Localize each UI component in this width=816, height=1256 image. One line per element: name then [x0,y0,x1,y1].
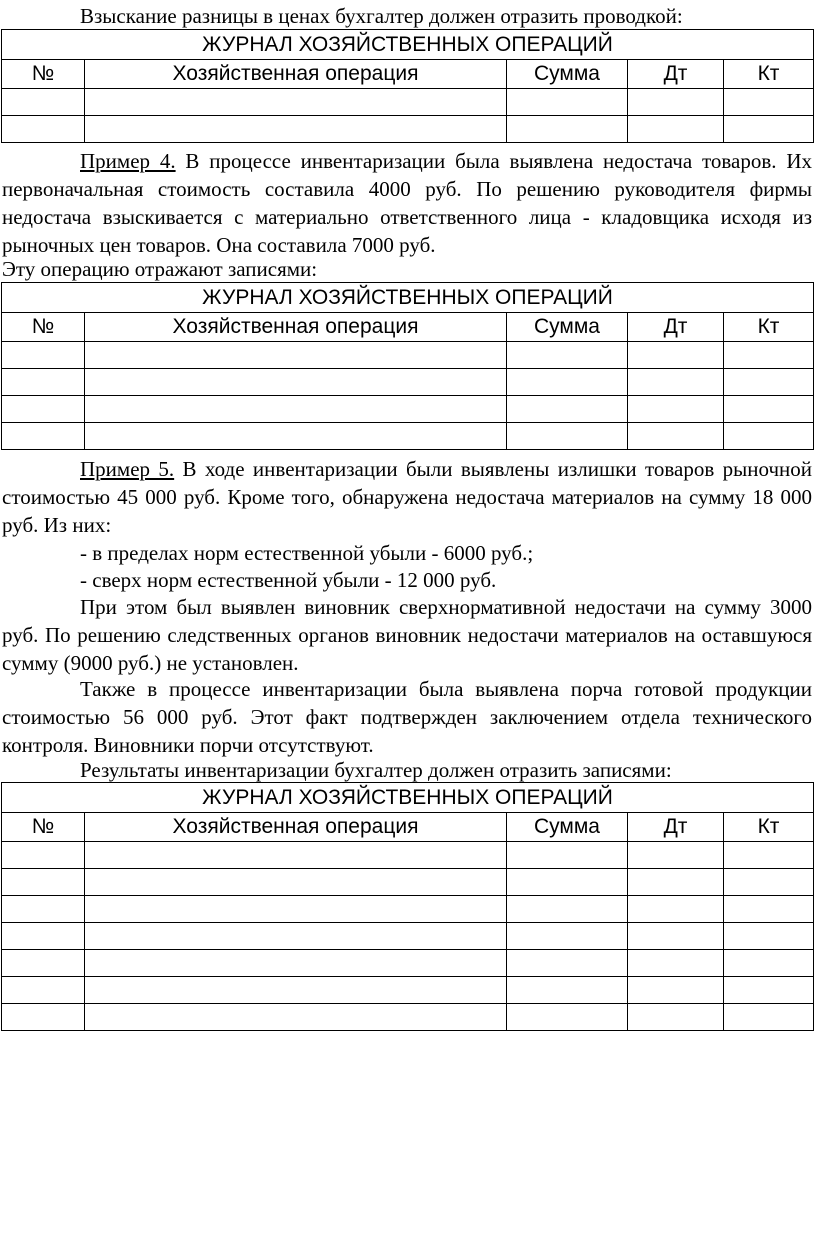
table-row [2,1004,814,1031]
column-header-credit: Кт [724,60,814,89]
column-header-number: № [2,313,85,342]
journal-title: ЖУРНАЛ ХОЗЯЙСТВЕННЫХ ОПЕРАЦИЙ [2,30,814,60]
example-5-item-1: - в пределах норм естественной убыли - 6000 руб.; [80,541,534,565]
example-4-text: В процессе инвентаризации была выявлена недостача товаров. Их первоначальная стоимость составила 4000 руб. По решению руководителя фирмы недостача взыскивается с материально ответственного лица - кладовщика исходя из рыночных цен товаров. Она составила 7000 руб. [2,149,812,257]
table-row [2,896,814,923]
example-4-label: Пример 4. [80,149,176,173]
table-row [2,950,814,977]
column-header-number: № [2,813,85,842]
example-5-text: В ходе инвентаризации были выявлены излишки товаров рыночной стоимостью 45 000 руб. Кроме того, обнаружена недостача материалов на сумму 18 000 руб. Из них: [2,457,812,537]
table-row [2,869,814,896]
table-row [2,842,814,869]
column-header-debit: Дт [628,313,724,342]
example-4-paragraph [2,147,812,259]
table-row [2,423,814,450]
table-row [2,342,814,369]
table-row [2,977,814,1004]
journal-table-3 [1,782,814,1031]
example-5-item-2: - сверх норм естественной убыли - 12 000 руб. [80,568,497,592]
example-5-paragraph [2,455,812,539]
column-header-amount: Сумма [507,313,628,342]
column-header-credit: Кт [724,313,814,342]
example-5-label: Пример 5. [80,457,175,481]
column-header-operation: Хозяйственная операция [85,813,507,842]
column-header-number: № [2,60,85,89]
table-row [2,396,814,423]
column-header-operation: Хозяйственная операция [85,313,507,342]
column-header-amount: Сумма [507,813,628,842]
example-5-conclusion: Результаты инвентаризации бухгалтер должен отразить записями: [80,758,672,782]
table-row [2,369,814,396]
example-5-paragraph-2: При этом был выявлен виновник сверхнормативной недостачи на сумму 3000 руб. По решению следственных органов виновник недостачи материалов на оставшуюся сумму (9000 руб.) не установлен. [2,595,812,675]
table-row [2,89,814,116]
column-header-debit: Дт [628,60,724,89]
column-header-credit: Кт [724,813,814,842]
example-4-last-line: Эту операцию отражают записями: [2,257,318,281]
journal-title: ЖУРНАЛ ХОЗЯЙСТВЕННЫХ ОПЕРАЦИЙ [2,783,814,813]
column-header-operation: Хозяйственная операция [85,60,507,89]
journal-title: ЖУРНАЛ ХОЗЯЙСТВЕННЫХ ОПЕРАЦИЙ [2,283,814,313]
column-header-amount: Сумма [507,60,628,89]
table-row [2,116,814,143]
example-5-paragraph-3: Также в процессе инвентаризации была выявлена порча готовой продукции стоимостью 56 000 руб. Этот факт подтвержден заключением отдела технического контроля. Виновники порчи отсутствуют. [2,677,812,757]
journal-table-2 [1,282,814,450]
intro-text: Взыскание разницы в ценах бухгалтер должен отразить проводкой: [80,4,683,28]
column-header-debit: Дт [628,813,724,842]
table-row [2,923,814,950]
journal-table-1 [1,29,814,143]
